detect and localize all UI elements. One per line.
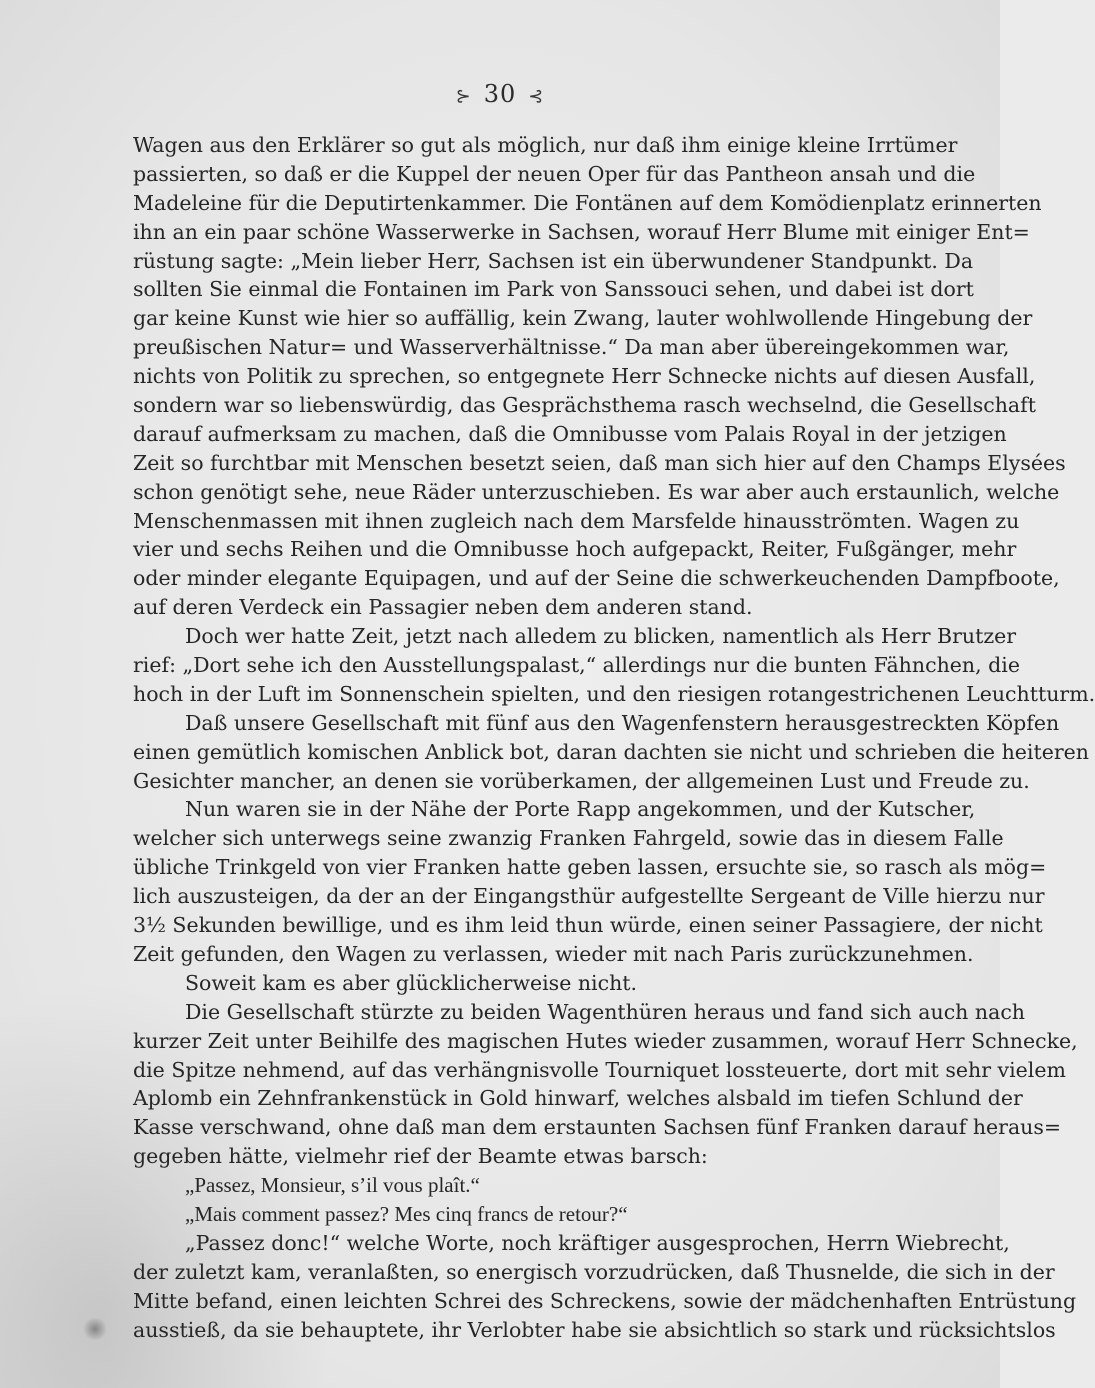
text-line: einen gemütlich komischen Anblick bot, daran dachten sie nicht und schrieben die heiteren bbox=[133, 739, 1089, 764]
text-line: der zuletzt kam, veranlaßten, so energisch vorzudrücken, daß Thusnelde, die sich in der bbox=[133, 1259, 1055, 1284]
text-line: sondern war so liebenswürdig, das Gesprächsthema rasch wechselnd, die Gesellschaft bbox=[133, 393, 1036, 418]
text-line: Mitte befand, einen leichten Schrei des Schreckens, sowie der mädchenhaften Entrüstung bbox=[133, 1288, 1077, 1313]
text-line: Soweit kam es aber glücklicherweise nicht. bbox=[185, 970, 638, 995]
text-line: übliche Trinkgeld von vier Franken hatte geben lassen, ersuchte sie, so rasch als mög= bbox=[133, 855, 1047, 880]
text-line: „Passez donc!“ welche Worte, noch kräftiger ausgesprochen, Herrn Wiebrecht, bbox=[185, 1230, 1010, 1255]
text-line: Kasse verschwand, ohne daß man dem erstaunten Sachsen fünf Franken darauf heraus= bbox=[133, 1115, 1062, 1140]
text-line: sollten Sie einmal die Fontainen im Park von Sanssouci sehen, und dabei ist dort bbox=[133, 277, 974, 302]
text-line: kurzer Zeit unter Beihilfe des magischen Hutes wieder zusammen, worauf Herr Schnecke, bbox=[133, 1028, 1078, 1053]
text-line: gegeben hätte, vielmehr rief der Beamte etwas barsch: bbox=[133, 1144, 708, 1169]
text-line: Daß unsere Gesellschaft mit fünf aus den Wagenfenstern herausgestreckten Köpfen bbox=[185, 710, 1060, 735]
ornament-left-icon: ⊱ bbox=[455, 86, 472, 107]
page-smudge bbox=[82, 1318, 108, 1340]
text-line: vier und sechs Reihen und die Omnibusse hoch aufgepackt, Reiter, Fußgänger, mehr bbox=[133, 537, 1017, 562]
text-line: nichts von Politik zu sprechen, so entgegnete Herr Schnecke nichts auf diesen Ausfall, bbox=[133, 364, 1036, 389]
text-line: 3½ Sekunden bewillige, und es ihm leid thun würde, einen seiner Passagiere, der nicht bbox=[133, 913, 1043, 938]
text-line: rüstung sagte: „Mein lieber Herr, Sachsen ist ein überwundener Standpunkt. Da bbox=[133, 248, 974, 273]
text-line: Gesichter mancher, an denen sie vorüberkamen, der allgemeinen Lust und Freude zu. bbox=[133, 768, 1030, 793]
text-line: auf deren Verdeck ein Passagier neben dem anderen stand. bbox=[133, 595, 753, 620]
page-number: 30 bbox=[483, 80, 517, 108]
text-line: hoch in der Luft im Sonnenschein spielten, und den riesigen rotangestrichenen Leuchtturm. bbox=[133, 681, 1095, 706]
text-line: Aplomb ein Zehnfrankenstück in Gold hinwarf, welches alsbald im tiefen Schlund der bbox=[133, 1086, 1023, 1111]
text-line: die Spitze nehmend, auf das verhängnisvolle Tourniquet lossteuerte, dort mit sehr vielem bbox=[133, 1057, 1066, 1082]
text-line: welcher sich unterwegs seine zwanzig Franken Fahrgeld, sowie das in diesem Falle bbox=[133, 826, 1004, 851]
text-line: Die Gesellschaft stürzte zu beiden Wagenthüren heraus und fand sich auch nach bbox=[185, 999, 1025, 1024]
text-line: Madeleine für die Deputirtenkammer. Die Fontänen auf dem Komödienplatz erinnerten bbox=[133, 190, 1042, 215]
ornament-right-icon: ⊰ bbox=[528, 86, 545, 107]
text-line: „Mais comment passez? Mes cinq francs de retour?“ bbox=[185, 1201, 628, 1226]
text-line: ihn an ein paar schöne Wasserwerke in Sachsen, worauf Herr Blume mit einiger Ent= bbox=[133, 219, 1030, 244]
text-line: oder minder elegante Equipagen, und auf der Seine die schwerkeuchenden Dampfboote, bbox=[133, 566, 1060, 591]
text-line: schon genötigt sehe, neue Räder unterzuschieben. Es war aber auch erstaunlich, welche bbox=[133, 479, 1060, 504]
body-text bbox=[133, 131, 1095, 1344]
text-line: Zeit so furchtbar mit Menschen besetzt seien, daß man sich hier auf den Champs Elysées bbox=[133, 450, 1066, 475]
text-line: Wagen aus den Erklärer so gut als möglich, nur daß ihm einige kleine Irrtümer bbox=[133, 133, 958, 157]
text-line: ausstieß, da sie behauptete, ihr Verlobter habe sie absichtlich so stark und rücksichtslos bbox=[133, 1317, 1056, 1342]
text-line: Nun waren sie in der Nähe der Porte Rapp angekommen, und der Kutscher, bbox=[185, 797, 976, 822]
text-line: Zeit gefunden, den Wagen zu verlassen, wieder mit nach Paris zurückzunehmen. bbox=[133, 941, 974, 966]
text-line: Doch wer hatte Zeit, jetzt nach alledem zu blicken, namentlich als Herr Brutzer bbox=[185, 624, 1017, 649]
text-line: rief: „Dort sehe ich den Ausstellungspalast,“ allerdings nur die bunten Fähnchen, die bbox=[133, 653, 1020, 678]
text-line: darauf aufmerksam zu machen, daß die Omnibusse vom Palais Royal in der jetzigen bbox=[133, 421, 1007, 446]
text-line: passierten, so daß er die Kuppel der neuen Oper für das Pantheon ansah und die bbox=[133, 161, 976, 186]
text-line: preußischen Natur= und Wasserverhältnisse.“ Da man aber übereingekommen war, bbox=[133, 335, 1010, 360]
text-line: lich auszusteigen, da der an der Eingangsthür aufgestellte Sergeant de Ville hierzu nur bbox=[133, 884, 1045, 909]
text-line: gar keine Kunst wie hier so auffällig, kein Zwang, lauter wohlwollende Hingebung der bbox=[133, 306, 1033, 331]
text-line: Menschenmassen mit ihnen zugleich nach dem Marsfelde hinausströmten. Wagen zu bbox=[133, 508, 1020, 533]
text-line: „Passez, Monsieur, s’il vous plaît.“ bbox=[185, 1173, 480, 1198]
page-header bbox=[0, 80, 1000, 108]
